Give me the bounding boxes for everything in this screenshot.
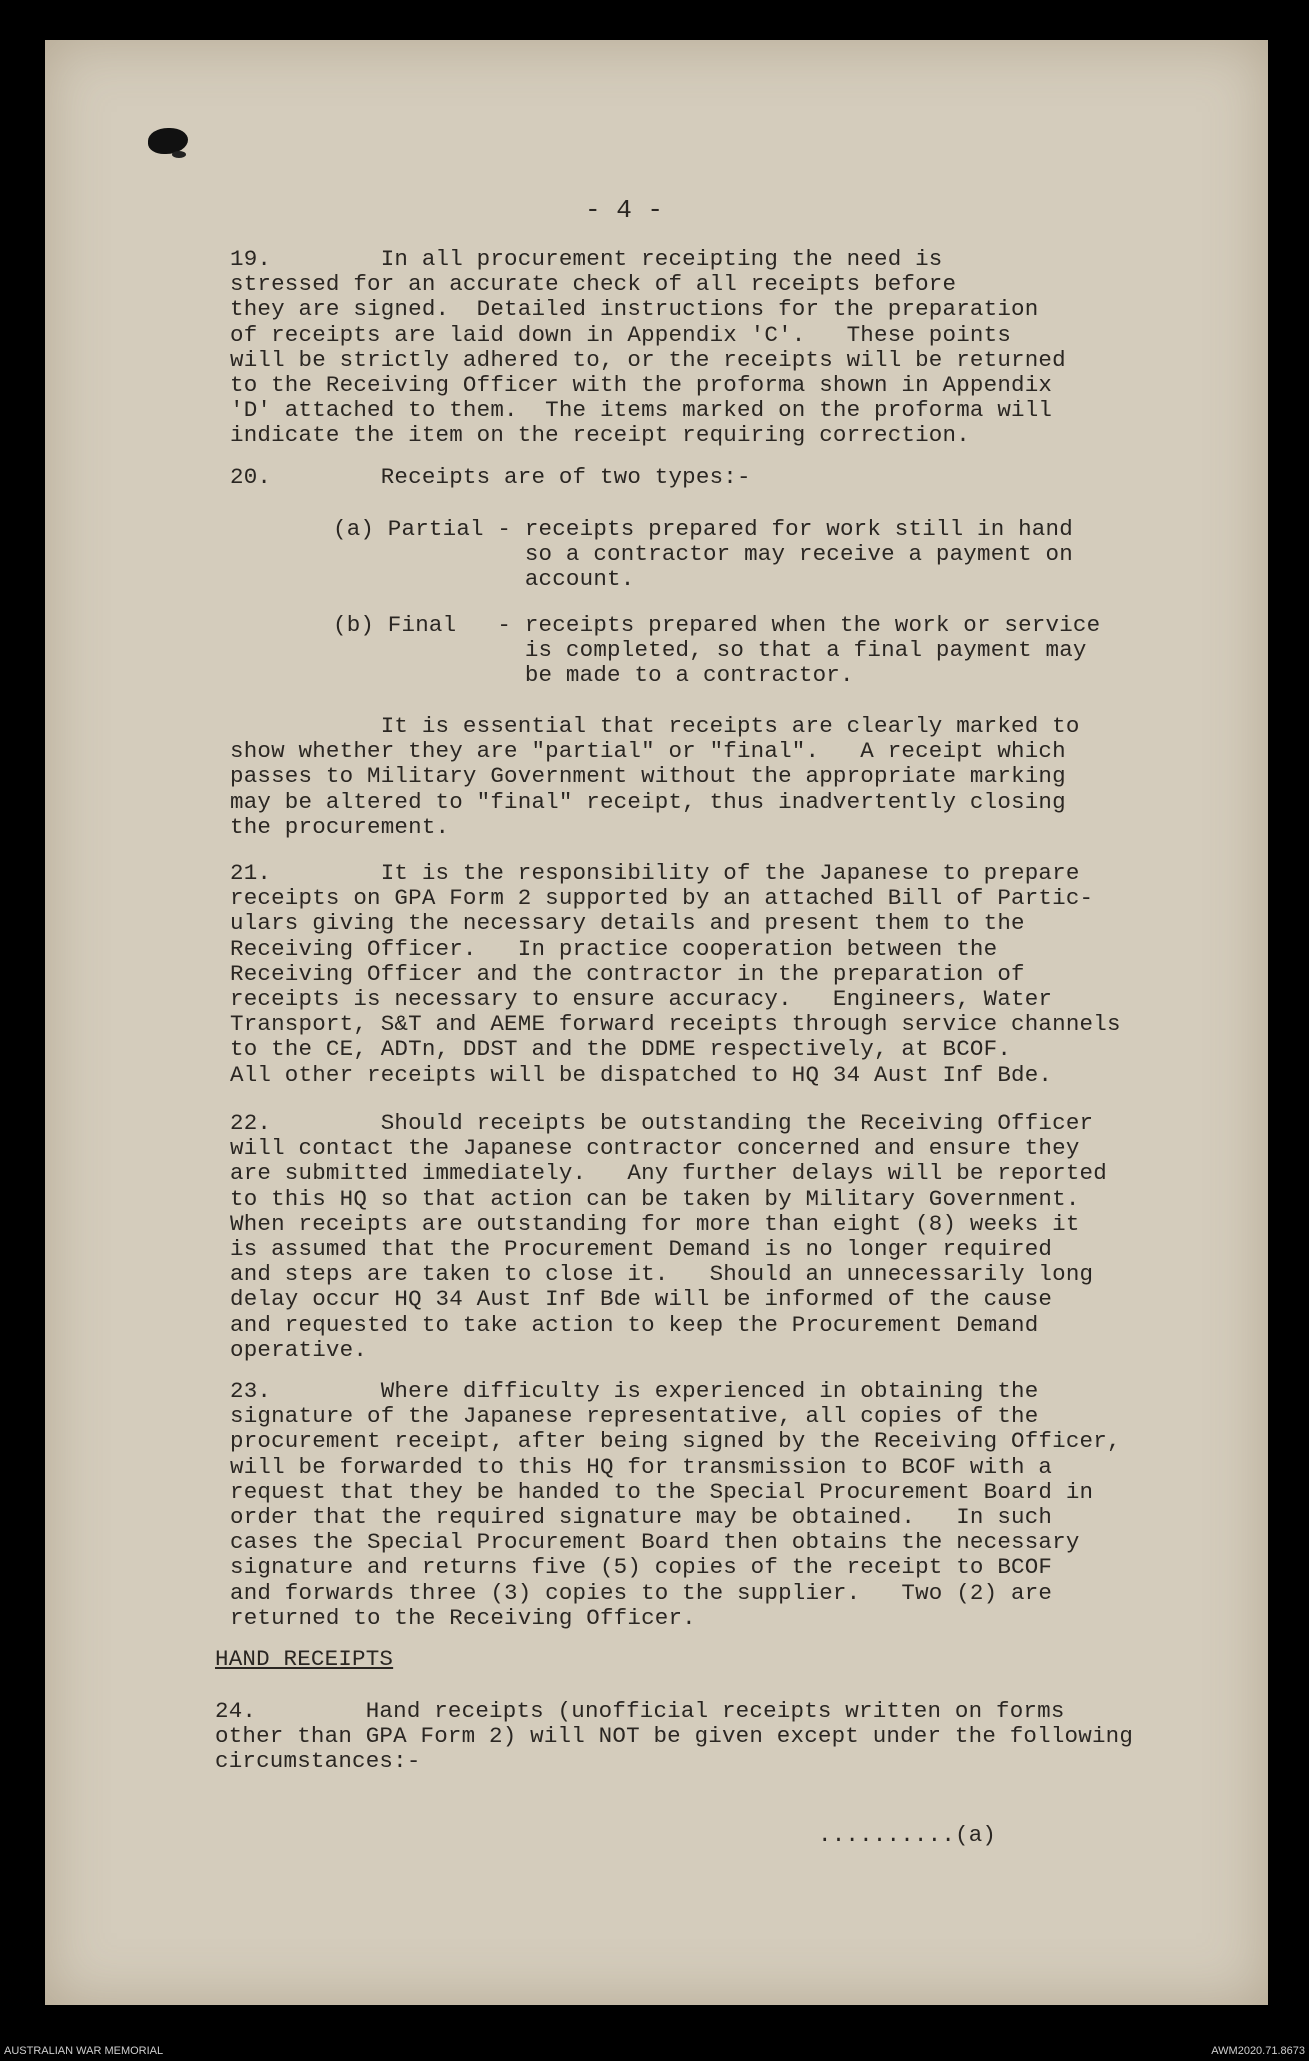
page-number: - 4 - xyxy=(585,195,664,225)
paragraph-22: 22. Should receipts be outstanding the Receiving Officer will contact the Japanese contractor concerned and ensure they are submitted immediately. Any further delays will be reported to this HQ so that action can be taken by Military Government. When receipts are outstanding for more than eight (8) weeks it is assumed that the Procurement Demand is no longer required and steps are taken to close it. Should an unnecessarily long delay occur HQ 34 Aust Inf Bde will be informed of the cause and requested to take action to keep the Procurement Demand operative. xyxy=(230,1110,1107,1363)
ink-blot-small xyxy=(172,151,186,158)
paragraph-23: 23. Where difficulty is experienced in obtaining the signature of the Japanese representative, all copies of the procurement receipt, after being signed by the Receiving Officer, will be forwarded to this HQ for transmission to BCOF with a request that they be handed to the Special Procurement Board in order that the required signature may be obtained. In such cases the Special Procurement Board then obtains the necessary signature and returns five (5) copies of the receipt to BCOF and forwards three (3) copies to the supplier. Two (2) are returned to the Receiving Officer. xyxy=(230,1378,1121,1631)
footer-accession-number: AWM2020.71.8673 xyxy=(1211,2045,1305,2057)
paragraph-21: 21. It is the responsibility of the Japanese to prepare receipts on GPA Form 2 supported by an attached Bill of Partic- ulars giving the necessary details and present them to the Receiving Officer. In practice cooperation between the Receiving Officer and the contractor in the preparation of receipts is necessary to ensure accuracy. Engineers, Water Transport, S&T and AEME forward receipts through service channels to the CE, ADTn, DDST and the DDME respectively, at BCOF. All other receipts will be dispatched to HQ 34 Aust Inf Bde. xyxy=(230,860,1121,1088)
paragraph-20-item-a: (a) Partial - receipts prepared for work still in hand so a contractor may receive a payment on account. xyxy=(333,516,1073,593)
heading-hand-receipts: HAND RECEIPTS xyxy=(215,1646,394,1672)
continuation-marker: ..........(a) xyxy=(818,1822,997,1848)
paragraph-20-heading: 20. Receipts are of two types:- xyxy=(230,464,751,490)
footer-credit: AUSTRALIAN WAR MEMORIAL xyxy=(4,2045,164,2057)
paragraph-20-tail: It is essential that receipts are clearly marked to show whether they are "partial" or "final". A receipt which passes to Military Government without the appropriate marking may be altered to "final" receipt, thus inadvertently closing the procurement. xyxy=(230,713,1080,840)
paragraph-19: 19. In all procurement receipting the need is stressed for an accurate check of all receipts before they are signed. Detailed instructions for the preparation of receipts are laid down in Appendix 'C'. These points will be strictly adhered to, or the receipts will be returned to the Receiving Officer with the proforma shown in Appendix 'D' attached to them. The items marked on the proforma will indicate the item on the receipt requiring correction. xyxy=(230,246,1066,449)
paragraph-24: 24. Hand receipts (unofficial receipts written on forms other than GPA Form 2) will NOT be given except under the following circumstances:- xyxy=(215,1698,1134,1775)
paragraph-20-item-b: (b) Final - receipts prepared when the work or service is completed, so that a final payment may be made to a contractor. xyxy=(333,612,1101,689)
